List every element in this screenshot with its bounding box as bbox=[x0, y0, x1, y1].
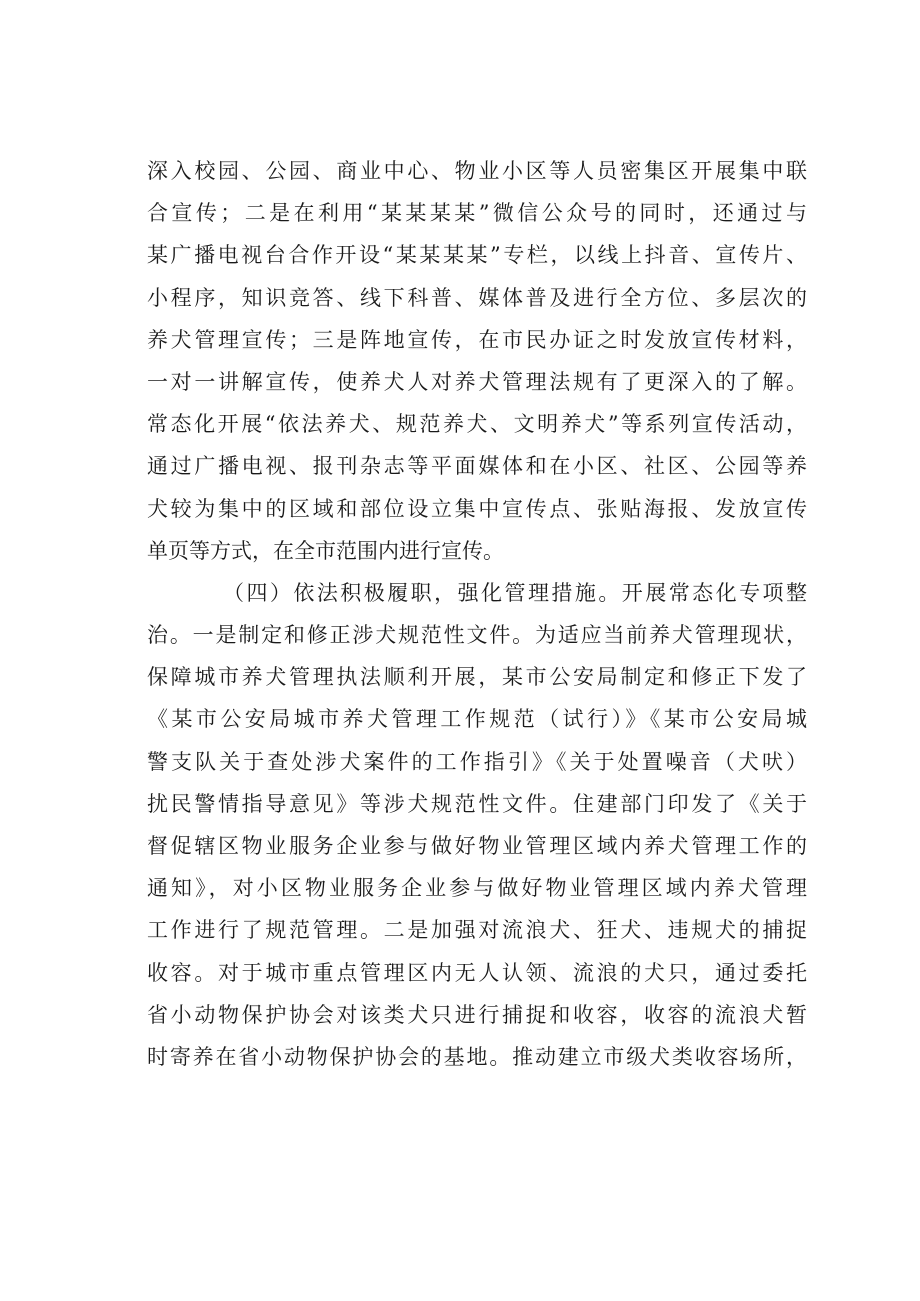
text-line: 《某市公安局城市养犬管理工作规范（试行）》《某市公安局城 bbox=[147, 707, 807, 732]
text-line: 收容。对于城市重点管理区内无人认领、流浪的犬只，通过委托 bbox=[147, 960, 807, 985]
text-line: 保障城市养犬管理执法顺利开展，某市公安局制定和修正下发了 bbox=[147, 665, 807, 690]
text-line: 养犬管理宣传；三是阵地宣传，在市民办证之时发放宣传材料， bbox=[147, 327, 807, 352]
text-line: 省小动物保护协会对该类犬只进行捕捉和收容，收容的流浪犬暂 bbox=[147, 1002, 807, 1027]
body-text bbox=[147, 150, 807, 1078]
text-line: 深入校园、公园、商业中心、物业小区等人员密集区开展集中联 bbox=[147, 159, 807, 183]
text-line: 治。一是制定和修正涉犬规范性文件。为适应当前养犬管理现状， bbox=[147, 623, 807, 648]
paragraph-end-line: 单页等方式，在全市范围内进行宣传。 bbox=[147, 538, 504, 563]
text-line: 扰民警情指导意见》等涉犬规范性文件。住建部门印发了《关于 bbox=[147, 791, 807, 816]
text-line: 工作进行了规范管理。二是加强对流浪犬、狂犬、违规犬的捕捉 bbox=[147, 918, 807, 943]
text-line: 督促辖区物业服务企业参与做好物业管理区域内养犬管理工作的 bbox=[147, 834, 807, 858]
text-line: 通过广播电视、报刊杂志等平面媒体和在小区、社区、公园等养 bbox=[147, 454, 807, 479]
text-line: 某广播电视台合作开设“某某某某”专栏，以线上抖音、宣传片、 bbox=[147, 243, 807, 268]
text-line: 常态化开展“依法养犬、规范养犬、文明养犬”等系列宣传活动， bbox=[147, 412, 807, 437]
text-line: 合宣传；二是在利用“某某某某”微信公众号的同时，还通过与 bbox=[147, 201, 807, 226]
text-line: 小程序，知识竞答、线下科普、媒体普及进行全方位、多层次的 bbox=[147, 285, 807, 310]
text-line: 通知》，对小区物业服务企业参与做好物业管理区域内养犬管理 bbox=[147, 876, 807, 901]
text-line: 犬较为集中的区域和部位设立集中宣传点、张贴海报、发放宣传 bbox=[147, 496, 807, 521]
section-heading-line: （四）依法积极履职，强化管理措施。开展常态化专项整 bbox=[223, 580, 807, 605]
text-line: 一对一讲解宣传，使养犬人对养犬管理法规有了更深入的了解。 bbox=[147, 369, 807, 394]
text-line: 警支队关于查处涉犬案件的工作指引》《关于处置噪音（犬吠） bbox=[147, 749, 807, 774]
text-line: 时寄养在省小动物保护协会的基地。推动建立市级犬类收容场所， bbox=[147, 1044, 807, 1069]
